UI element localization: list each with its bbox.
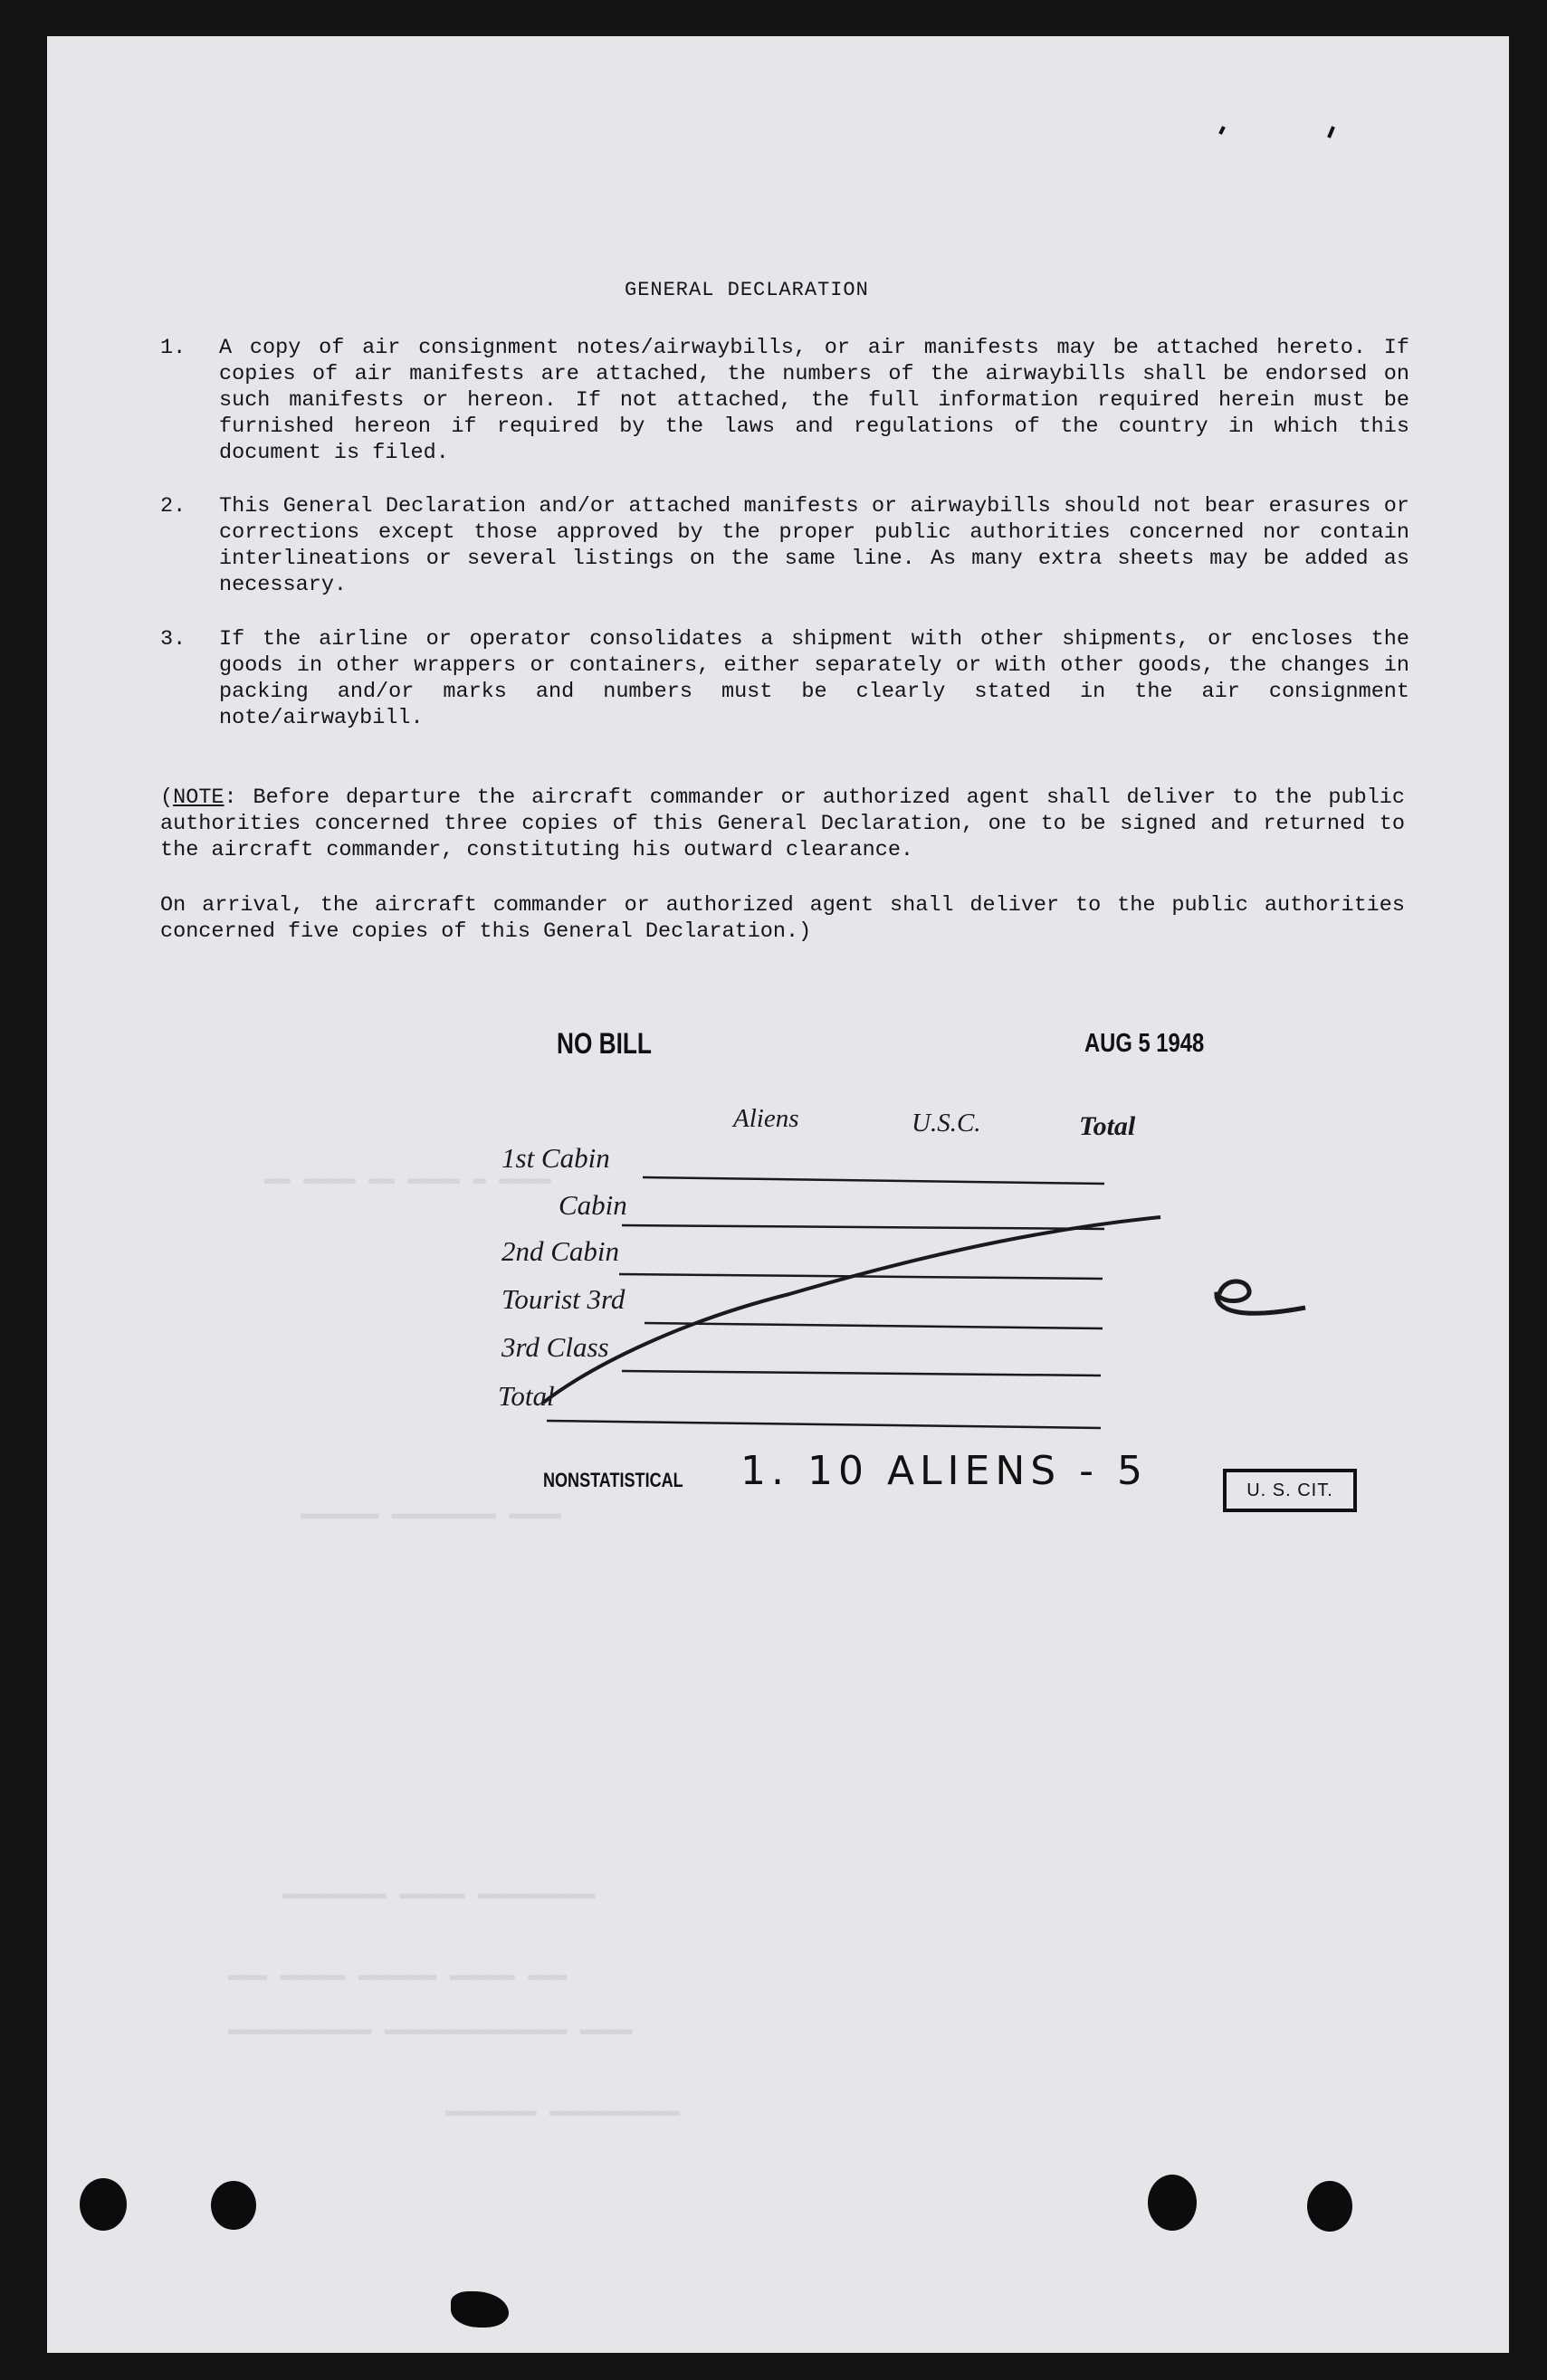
- note-paragraph: [160, 785, 1405, 863]
- form-line: [622, 1225, 1104, 1229]
- declaration-item-1: [160, 335, 1409, 466]
- arrival-paragraph: On arrival, the aircraft commander or authorized agent shall deliver to the public authorities concerned five copies of this General Declaration.): [160, 893, 1405, 944]
- note-label: NOTE: [173, 785, 224, 810]
- document-page: [47, 36, 1509, 2353]
- form-line: [645, 1323, 1103, 1328]
- column-header-total: Total: [1079, 1111, 1136, 1141]
- row-label-tourist-3rd: Tourist 3rd: [501, 1283, 625, 1315]
- bleed-through-text: ▬▬▬▬▬▬▬▬ ▬▬▬▬▬ ▬▬▬▬▬▬▬▬▬: [282, 1882, 596, 1907]
- row-label-2nd-cabin: 2nd Cabin: [501, 1235, 620, 1267]
- row-label-1st-cabin: 1st Cabin: [501, 1142, 610, 1174]
- declaration-item-3: [160, 626, 1409, 731]
- strike-line: [543, 1217, 1160, 1403]
- bleed-through-text: ▬▬▬▬▬▬▬ ▬▬▬▬▬▬▬▬▬▬: [445, 2099, 681, 2124]
- form-line: [622, 1371, 1101, 1376]
- row-label-total: Total: [498, 1380, 555, 1412]
- us-cit-stamp: U. S. CIT.: [1223, 1469, 1357, 1512]
- form-line: [547, 1421, 1101, 1428]
- note-text: : Before departure the aircraft commander or authorized agent shall deliver to the public authorities concerned three copies of this General Declaration, one to be signed and returned to the aircraft commander, constituting his outward clearance.: [160, 785, 1405, 862]
- pen-tick: [1220, 127, 1224, 134]
- item-text: This General Declaration and/or attached manifests or airwaybills should not bear erasures or corrections except those approved by the proper public authorities concerned nor contain interlineations or several listings on the same line. As many extra sheets may be added as necessary.: [219, 494, 1409, 597]
- pen-tick: [1329, 127, 1333, 138]
- punch-hole: [1148, 2175, 1197, 2231]
- punch-hole: [1307, 2181, 1352, 2232]
- no-bill-stamp: NO BILL: [557, 1027, 652, 1060]
- item-number: 2.: [160, 494, 186, 519]
- column-header-aliens: Aliens: [733, 1104, 799, 1133]
- form-line: [619, 1274, 1103, 1279]
- item-number: 1.: [160, 336, 186, 360]
- handwritten-aliens-count: 1. 10 ALIENS - 5: [740, 1448, 1149, 1494]
- note-open: (: [160, 785, 174, 810]
- row-label-3rd-class: 3rd Class: [501, 1331, 609, 1363]
- item-text: If the airline or operator consolidates a shipment with other shipments, or encloses the goods in other wrappers or containers, either separately or with other goods, the changes in packing and/or marks and numbers must be clearly stated in the air consignment note/airwaybill.: [219, 627, 1409, 730]
- bleed-through-text: ▬▬▬ ▬▬▬▬▬ ▬▬▬▬▬▬ ▬▬▬▬▬ ▬▬▬: [228, 1964, 568, 1988]
- bleed-through-text: ▬▬ ▬▬▬▬ ▬▬ ▬▬▬▬ ▬ ▬▬▬▬: [264, 1167, 551, 1192]
- declaration-item-2: [160, 493, 1409, 598]
- handwritten-e-mark: [1217, 1281, 1305, 1313]
- punch-hole: [80, 2178, 127, 2231]
- nonstatistical-stamp: NONSTATISTICAL: [543, 1469, 683, 1491]
- tear-mark: [451, 2291, 509, 2328]
- bleed-through-text: ▬▬▬▬▬▬▬▬▬▬▬ ▬▬▬▬▬▬▬▬▬▬▬▬▬▬ ▬▬▬▬: [228, 2018, 633, 2042]
- column-header-usc: U.S.C.: [912, 1109, 981, 1138]
- form-line: [643, 1177, 1104, 1184]
- page-title: GENERAL DECLARATION: [625, 279, 869, 301]
- date-stamp: AUG 5 1948: [1084, 1029, 1205, 1058]
- bleed-through-text: ▬▬▬▬▬▬ ▬▬▬▬▬▬▬▬ ▬▬▬▬: [301, 1502, 562, 1527]
- punch-hole: [211, 2181, 256, 2230]
- item-number: 3.: [160, 627, 186, 652]
- row-label-cabin: Cabin: [559, 1189, 627, 1221]
- item-text: A copy of air consignment notes/airwaybills, or air manifests may be attached hereto. If copies of air manifests are attached, the numbers of the airwaybills shall be endorsed on such manifests or hereon. If not attached, the full information required herein must be furnished hereon if required by the laws and regulations of the country in which this document is filed.: [219, 336, 1409, 465]
